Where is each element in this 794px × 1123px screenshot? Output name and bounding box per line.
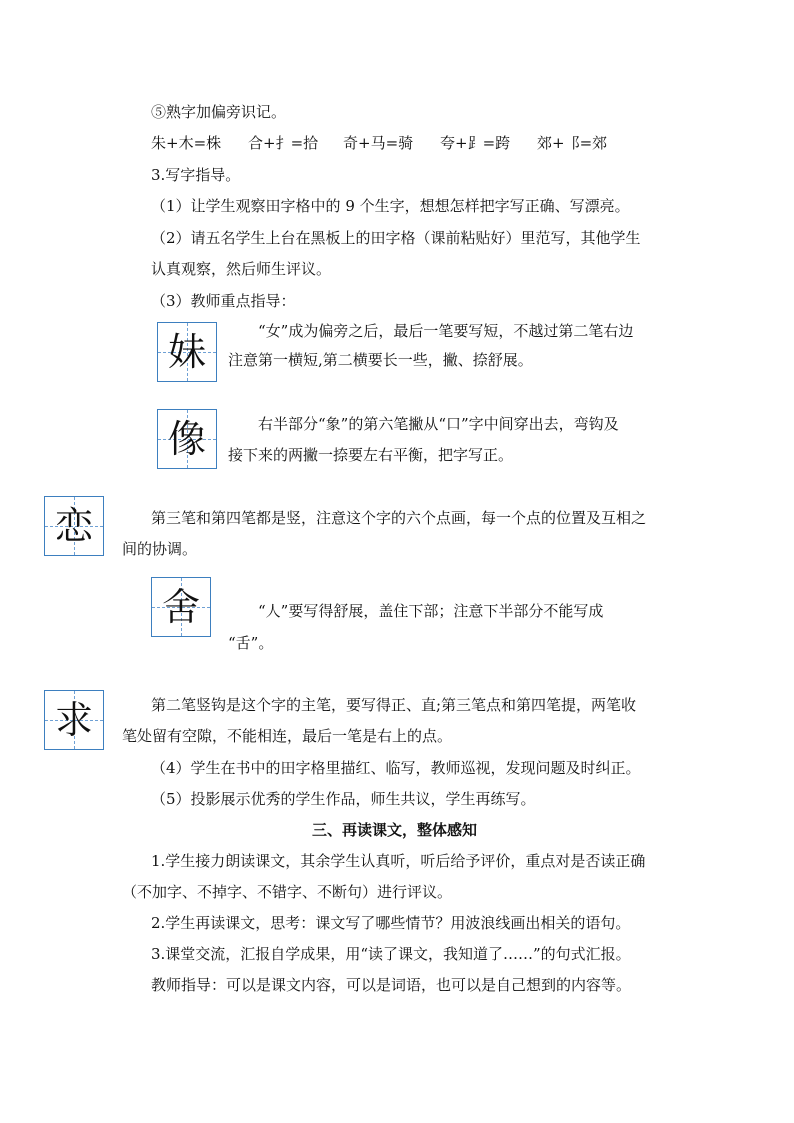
text-line: 间的协调。	[122, 540, 198, 558]
character-grid-box	[157, 409, 217, 469]
equation: 郊+⻏=郊	[537, 134, 608, 152]
grid-character: 恋	[54, 504, 93, 548]
character-grid-box	[44, 496, 104, 556]
equation: 合+扌=拾	[248, 134, 319, 152]
text-line: 第三笔和第四笔都是竖，注意这个字的六个点画，每一个点的位置及互相之	[151, 509, 647, 527]
text-line: 教师指导：可以是课文内容，可以是词语，也可以是自己想到的内容等。	[151, 976, 632, 994]
equation: 奇+马=骑	[343, 134, 414, 152]
text-line: （不加字、不掉字、不错字、不断句）进行评议。	[122, 883, 453, 901]
text-line: “人”要写得舒展，盖住下部；注意下半部分不能写成	[258, 602, 604, 620]
text-line: （2）请五名学生上台在黑板上的田字格（课前粘贴好）里范写，其他学生	[151, 229, 641, 247]
text-line: “舌”。	[228, 634, 274, 652]
text-line: 认真观察，然后师生评议。	[151, 260, 332, 278]
text-line: （1）让学生观察田字格中的 9 个生字，想想怎样把字写正确、写漂亮。	[151, 197, 630, 215]
section-heading: 三、再读课文，整体感知	[312, 821, 478, 839]
text-line: （3）教师重点指导：	[151, 292, 296, 310]
text-line: 2.学生再读课文，思考：课文写了哪些情节？用波浪线画出相关的语句。	[151, 914, 631, 932]
grid-character: 求	[54, 698, 93, 742]
grid-character: 妹	[167, 330, 206, 374]
text-line: 笔处留有空隙，不能相连，最后一笔是右上的点。	[122, 727, 453, 745]
text-line: （4）学生在书中的田字格里描红、临写，教师巡视，发现问题及时纠正。	[151, 759, 641, 777]
text-line: （5）投影展示优秀的学生作品，师生共议，学生再练写。	[151, 790, 536, 808]
text-line: 3.课堂交流，汇报自学成果，用“读了课文，我知道了……”的句式汇报。	[151, 945, 631, 963]
equation: 朱+木=株	[151, 134, 222, 152]
text-line: 第二笔竖钩是这个字的主笔，要写得正、直;第三笔点和第四笔提，两笔收	[151, 696, 637, 714]
text-line: 1.学生接力朗读课文，其余学生认真听，听后给予评价，重点对是否读正确	[151, 852, 646, 870]
text-line: “女”成为偏旁之后，最后一笔要写短，不越过第二笔右边	[258, 322, 634, 340]
text-line: 右半部分“象”的第六笔撇从“口”字中间穿出去，弯钩及	[258, 415, 619, 433]
character-grid-box	[44, 690, 104, 750]
equation: 夸+⻊=跨	[440, 134, 511, 152]
text-line: 注意第一横短,第二横要长一些，撇、捺舒展。	[228, 351, 533, 369]
grid-character: 舍	[161, 585, 200, 629]
grid-character: 像	[167, 417, 206, 461]
text-line: 接下来的两撇一捺要左右平衡，把字写正。	[228, 446, 514, 464]
text-line: 3.写字指导。	[151, 166, 241, 184]
text-line: ⑤熟字加偏旁识记。	[151, 103, 287, 121]
character-grid-box	[157, 322, 217, 382]
character-grid-box	[151, 577, 211, 637]
